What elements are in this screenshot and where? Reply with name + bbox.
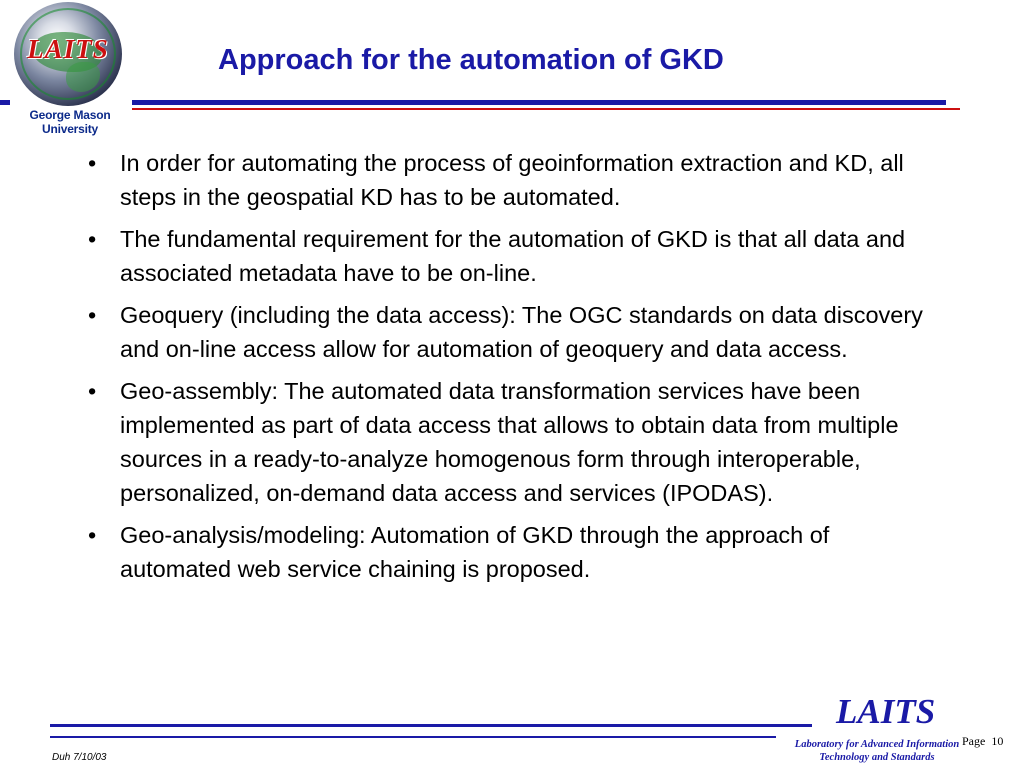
bullet-item — [88, 374, 938, 510]
bullet-marker: • — [88, 226, 97, 252]
institution-label: George Mason University — [29, 108, 111, 136]
bullet-item — [88, 222, 938, 290]
footer-divider-top — [50, 724, 812, 727]
bullet-marker: • — [88, 150, 97, 176]
title-divider-blue — [132, 100, 946, 105]
title-divider-blue-left — [0, 100, 10, 105]
bullet-item — [88, 518, 938, 586]
title-divider-red — [132, 108, 960, 110]
slide-title: Approach for the automation of GKD — [218, 44, 724, 76]
page-number: 10 — [991, 734, 1004, 748]
footer-lab-name — [786, 738, 968, 764]
bullet-marker: • — [88, 302, 97, 328]
footer-divider-bottom — [50, 736, 776, 738]
bullet-item — [88, 298, 938, 366]
bullet-marker: • — [88, 378, 97, 404]
page-label: Page — [962, 734, 986, 748]
bullet-list — [88, 146, 938, 594]
bullet-marker: • — [88, 522, 97, 548]
laits-gmu-logo — [4, 0, 132, 136]
logo-emblem-text: LAITS — [27, 34, 109, 64]
footer-brand: LAITS — [836, 692, 936, 731]
footer-lab-line1: Laboratory for Advanced Information — [794, 739, 960, 750]
bullet-text: Geo-analysis/modeling: Automation of GKD through the approach of automated web service chaining is proposed. — [120, 522, 830, 582]
footer-author-date: Duh 7/10/03 — [52, 752, 107, 763]
bullet-item — [88, 146, 938, 214]
footer-lab-line2: Technology and Standards — [819, 752, 935, 763]
bullet-text: In order for automating the process of geoinformation extraction and KD, all steps in the geospatial KD has to be automated. — [120, 150, 904, 210]
bullet-text: Geoquery (including the data access): The OGC standards on data discovery and on-line access allow for automation of geoquery and data access. — [120, 302, 923, 362]
footer-page-indicator — [962, 734, 1003, 749]
globe-emblem — [14, 2, 122, 106]
bullet-text: Geo-assembly: The automated data transformation services have been implemented as part of data access that allows to obtain data from multiple sources in a ready-to-analyze homogenous form through interoperable, personalized, on-demand data access and services (IPODAS). — [120, 378, 899, 506]
bullet-text: The fundamental requirement for the automation of GKD is that all data and associated metadata have to be on-line. — [120, 226, 906, 286]
